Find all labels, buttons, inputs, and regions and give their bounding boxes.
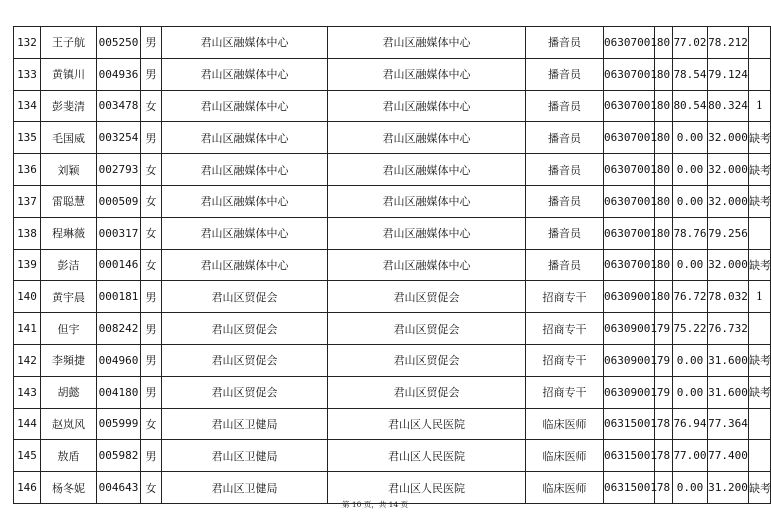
department-cell: 君山区融媒体中心 — [162, 90, 328, 122]
department-cell: 君山区贸促会 — [162, 281, 328, 313]
position-code-cell: 06307001 — [604, 249, 655, 281]
written-score-cell: 79 — [655, 376, 673, 408]
name-cell: 胡懿 — [41, 376, 97, 408]
row-number: 134 — [14, 90, 41, 122]
position-code-cell: 06307001 — [604, 90, 655, 122]
exam-id-cell: 004960 — [97, 344, 141, 376]
exam-id-cell: 008242 — [97, 313, 141, 345]
total-score-cell: 31.200 — [708, 472, 749, 504]
row-number: 136 — [14, 154, 41, 186]
unit-cell: 君山区融媒体中心 — [328, 58, 526, 90]
name-cell: 雷聪慧 — [41, 185, 97, 217]
position-code-cell: 06307001 — [604, 154, 655, 186]
position-code-cell: 06307001 — [604, 185, 655, 217]
table-row — [14, 154, 771, 186]
position-code-cell: 06307001 — [604, 27, 655, 59]
gender-cell: 男 — [141, 27, 162, 59]
table-row — [14, 90, 771, 122]
note-cell: 缺考 — [749, 344, 771, 376]
department-cell: 君山区融媒体中心 — [162, 58, 328, 90]
name-cell: 程琳薇 — [41, 217, 97, 249]
unit-cell: 君山区贸促会 — [328, 344, 526, 376]
gender-cell: 女 — [141, 154, 162, 186]
department-cell: 君山区贸促会 — [162, 376, 328, 408]
position-cell: 招商专干 — [526, 344, 604, 376]
department-cell: 君山区融媒体中心 — [162, 217, 328, 249]
position-code-cell: 06315001 — [604, 440, 655, 472]
gender-cell: 女 — [141, 217, 162, 249]
total-score-cell: 78.212 — [708, 27, 749, 59]
row-number: 141 — [14, 313, 41, 345]
row-number: 137 — [14, 185, 41, 217]
total-score-cell: 31.600 — [708, 344, 749, 376]
exam-id-cell: 000146 — [97, 249, 141, 281]
department-cell: 君山区融媒体中心 — [162, 122, 328, 154]
department-cell: 君山区卫健局 — [162, 408, 328, 440]
total-score-cell: 78.032 — [708, 281, 749, 313]
interview-score-cell: 0.00 — [673, 185, 708, 217]
unit-cell: 君山区人民医院 — [328, 408, 526, 440]
written-score-cell: 80 — [655, 90, 673, 122]
position-code-cell: 06309001 — [604, 313, 655, 345]
row-number: 146 — [14, 472, 41, 504]
gender-cell: 男 — [141, 281, 162, 313]
written-score-cell: 80 — [655, 154, 673, 186]
position-code-cell: 06315001 — [604, 472, 655, 504]
total-score-cell: 31.600 — [708, 376, 749, 408]
gender-cell: 女 — [141, 185, 162, 217]
position-code-cell: 06307001 — [604, 58, 655, 90]
position-code-cell: 06307001 — [604, 217, 655, 249]
note-cell: 1 — [749, 90, 771, 122]
department-cell: 君山区融媒体中心 — [162, 185, 328, 217]
total-score-cell: 79.124 — [708, 58, 749, 90]
name-cell: 彭斐清 — [41, 90, 97, 122]
row-number: 135 — [14, 122, 41, 154]
table-row — [14, 249, 771, 281]
unit-cell: 君山区贸促会 — [328, 313, 526, 345]
department-cell: 君山区贸促会 — [162, 344, 328, 376]
note-cell: 缺考 — [749, 249, 771, 281]
unit-cell: 君山区融媒体中心 — [328, 90, 526, 122]
unit-cell: 君山区贸促会 — [328, 376, 526, 408]
interview-score-cell: 78.54 — [673, 58, 708, 90]
name-cell: 毛国威 — [41, 122, 97, 154]
department-cell: 君山区融媒体中心 — [162, 154, 328, 186]
written-score-cell: 78 — [655, 440, 673, 472]
unit-cell: 君山区人民医院 — [328, 472, 526, 504]
position-code-cell: 06309001 — [604, 376, 655, 408]
position-cell: 播音员 — [526, 154, 604, 186]
row-number: 133 — [14, 58, 41, 90]
total-score-cell: 79.256 — [708, 217, 749, 249]
gender-cell: 男 — [141, 344, 162, 376]
name-cell: 赵岚风 — [41, 408, 97, 440]
position-cell: 临床医师 — [526, 408, 604, 440]
unit-cell: 君山区人民医院 — [328, 440, 526, 472]
name-cell: 杨冬妮 — [41, 472, 97, 504]
note-cell — [749, 313, 771, 345]
page-footer: 第 10 页，共 14 页 — [341, 500, 409, 509]
exam-id-cell: 000181 — [97, 281, 141, 313]
unit-cell: 君山区贸促会 — [328, 281, 526, 313]
interview-score-cell: 0.00 — [673, 344, 708, 376]
written-score-cell: 79 — [655, 344, 673, 376]
department-cell: 君山区卫健局 — [162, 472, 328, 504]
position-cell: 播音员 — [526, 249, 604, 281]
note-cell: 1 — [749, 281, 771, 313]
table-row — [14, 281, 771, 313]
position-cell: 招商专干 — [526, 313, 604, 345]
table-row — [14, 408, 771, 440]
written-score-cell: 80 — [655, 58, 673, 90]
note-cell — [749, 58, 771, 90]
note-cell: 缺考 — [749, 472, 771, 504]
name-cell: 黄镇川 — [41, 58, 97, 90]
interview-score-cell: 0.00 — [673, 376, 708, 408]
position-cell: 播音员 — [526, 90, 604, 122]
interview-score-cell: 76.94 — [673, 408, 708, 440]
position-cell: 招商专干 — [526, 376, 604, 408]
position-cell: 播音员 — [526, 185, 604, 217]
gender-cell: 男 — [141, 58, 162, 90]
exam-id-cell: 004936 — [97, 58, 141, 90]
exam-id-cell: 003478 — [97, 90, 141, 122]
unit-cell: 君山区融媒体中心 — [328, 185, 526, 217]
position-code-cell: 06315001 — [604, 408, 655, 440]
unit-cell: 君山区融媒体中心 — [328, 217, 526, 249]
written-score-cell: 80 — [655, 281, 673, 313]
name-cell: 黄宇晨 — [41, 281, 97, 313]
position-code-cell: 06309001 — [604, 344, 655, 376]
row-number: 132 — [14, 27, 41, 59]
written-score-cell: 78 — [655, 408, 673, 440]
exam-id-cell: 002793 — [97, 154, 141, 186]
table-row — [14, 185, 771, 217]
interview-score-cell: 77.02 — [673, 27, 708, 59]
note-cell: 缺考 — [749, 185, 771, 217]
total-score-cell: 32.000 — [708, 185, 749, 217]
exam-id-cell: 005982 — [97, 440, 141, 472]
name-cell: 刘颖 — [41, 154, 97, 186]
interview-score-cell: 0.00 — [673, 122, 708, 154]
exam-id-cell: 003254 — [97, 122, 141, 154]
note-cell: 缺考 — [749, 154, 771, 186]
interview-score-cell: 76.72 — [673, 281, 708, 313]
note-cell: 缺考 — [749, 376, 771, 408]
interview-score-cell: 78.76 — [673, 217, 708, 249]
row-number: 138 — [14, 217, 41, 249]
exam-id-cell: 000317 — [97, 217, 141, 249]
position-cell: 播音员 — [526, 27, 604, 59]
name-cell: 王子航 — [41, 27, 97, 59]
exam-id-cell: 004643 — [97, 472, 141, 504]
written-score-cell: 80 — [655, 185, 673, 217]
name-cell: 敖盾 — [41, 440, 97, 472]
position-cell: 播音员 — [526, 58, 604, 90]
gender-cell: 女 — [141, 90, 162, 122]
total-score-cell: 77.400 — [708, 440, 749, 472]
name-cell: 彭洁 — [41, 249, 97, 281]
gender-cell: 男 — [141, 122, 162, 154]
total-score-cell: 80.324 — [708, 90, 749, 122]
written-score-cell: 80 — [655, 217, 673, 249]
table-row — [14, 440, 771, 472]
exam-id-cell: 005250 — [97, 27, 141, 59]
interview-score-cell: 80.54 — [673, 90, 708, 122]
unit-cell: 君山区融媒体中心 — [328, 154, 526, 186]
gender-cell: 男 — [141, 376, 162, 408]
total-score-cell: 77.364 — [708, 408, 749, 440]
total-score-cell: 76.732 — [708, 313, 749, 345]
name-cell: 李頻捷 — [41, 344, 97, 376]
written-score-cell: 79 — [655, 313, 673, 345]
position-code-cell: 06309001 — [604, 281, 655, 313]
table-row — [14, 27, 771, 59]
exam-id-cell: 000509 — [97, 185, 141, 217]
note-cell: 缺考 — [749, 122, 771, 154]
position-cell: 招商专干 — [526, 281, 604, 313]
written-score-cell: 80 — [655, 27, 673, 59]
written-score-cell: 80 — [655, 122, 673, 154]
note-cell — [749, 408, 771, 440]
results-table — [13, 26, 771, 504]
department-cell: 君山区贸促会 — [162, 313, 328, 345]
note-cell — [749, 440, 771, 472]
exam-id-cell: 004180 — [97, 376, 141, 408]
gender-cell: 男 — [141, 440, 162, 472]
table-row — [14, 58, 771, 90]
exam-id-cell: 005999 — [97, 408, 141, 440]
note-cell — [749, 217, 771, 249]
gender-cell: 男 — [141, 313, 162, 345]
interview-score-cell: 75.22 — [673, 313, 708, 345]
row-number: 139 — [14, 249, 41, 281]
note-cell — [749, 27, 771, 59]
table-row — [14, 313, 771, 345]
written-score-cell: 78 — [655, 472, 673, 504]
interview-score-cell: 0.00 — [673, 154, 708, 186]
name-cell: 但宇 — [41, 313, 97, 345]
gender-cell: 女 — [141, 472, 162, 504]
position-cell: 临床医师 — [526, 440, 604, 472]
position-cell: 播音员 — [526, 217, 604, 249]
unit-cell: 君山区融媒体中心 — [328, 27, 526, 59]
written-score-cell: 80 — [655, 249, 673, 281]
row-number: 143 — [14, 376, 41, 408]
total-score-cell: 32.000 — [708, 154, 749, 186]
department-cell: 君山区融媒体中心 — [162, 27, 328, 59]
department-cell: 君山区卫健局 — [162, 440, 328, 472]
interview-score-cell: 77.00 — [673, 440, 708, 472]
unit-cell: 君山区融媒体中心 — [328, 249, 526, 281]
gender-cell: 女 — [141, 408, 162, 440]
table-row — [14, 376, 771, 408]
interview-score-cell: 0.00 — [673, 472, 708, 504]
interview-score-cell: 0.00 — [673, 249, 708, 281]
unit-cell: 君山区融媒体中心 — [328, 122, 526, 154]
row-number: 144 — [14, 408, 41, 440]
table-row — [14, 344, 771, 376]
position-cell: 临床医师 — [526, 472, 604, 504]
table-row — [14, 217, 771, 249]
row-number: 145 — [14, 440, 41, 472]
row-number: 142 — [14, 344, 41, 376]
row-number: 140 — [14, 281, 41, 313]
total-score-cell: 32.000 — [708, 122, 749, 154]
department-cell: 君山区融媒体中心 — [162, 249, 328, 281]
gender-cell: 女 — [141, 249, 162, 281]
total-score-cell: 32.000 — [708, 249, 749, 281]
position-code-cell: 06307001 — [604, 122, 655, 154]
position-cell: 播音员 — [526, 122, 604, 154]
table-row — [14, 122, 771, 154]
